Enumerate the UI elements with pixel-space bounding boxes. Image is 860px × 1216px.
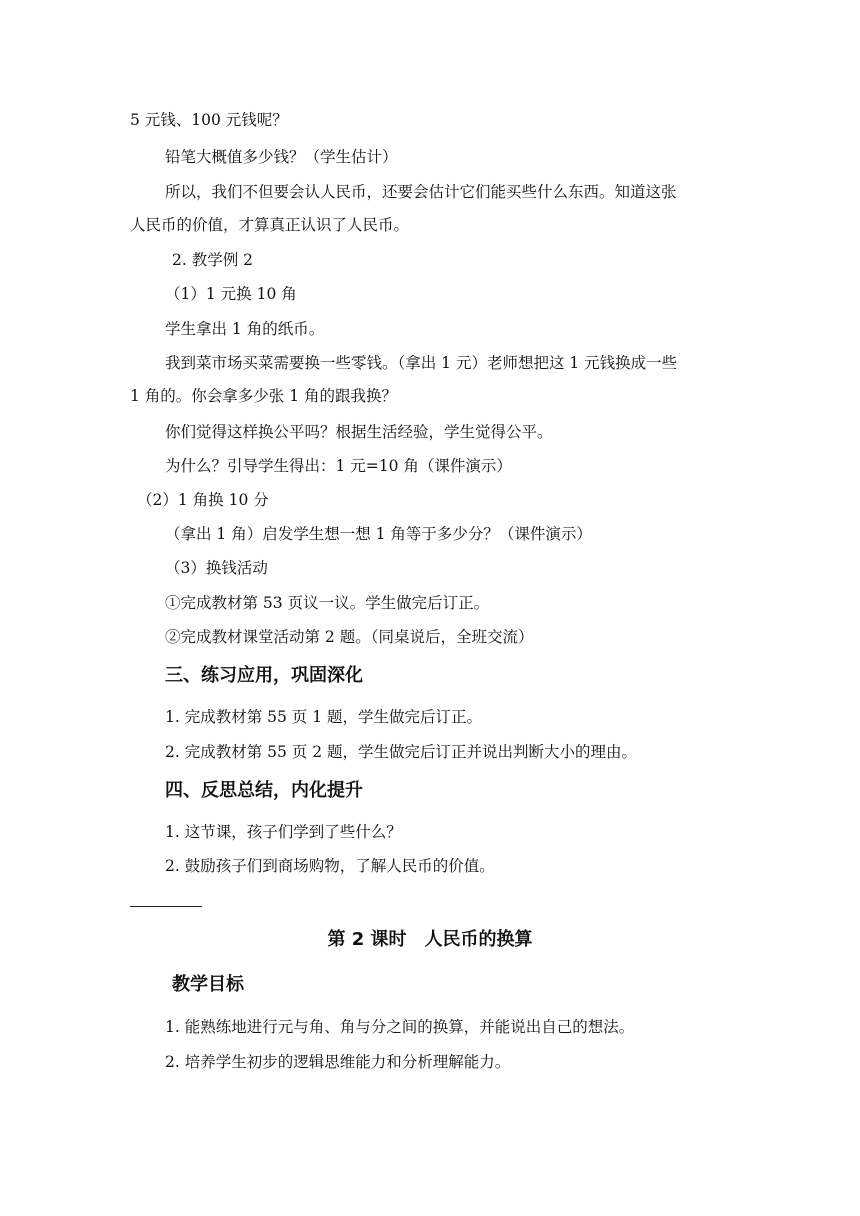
text-line: 你们觉得这样换公平吗？根据生活经验，学生觉得公平。 bbox=[165, 423, 553, 441]
text-line: 学生拿出 1 角的纸币。 bbox=[165, 320, 325, 338]
section-heading: 三、练习应用，巩固深化 bbox=[165, 665, 363, 686]
text-line: （3）换钱活动 bbox=[165, 559, 268, 577]
section-divider bbox=[130, 906, 202, 907]
text-line: （2）1 角换 10 分 bbox=[137, 491, 269, 509]
text-line: 2. 教学例 2 bbox=[172, 251, 254, 269]
text-line: 我到菜市场买菜需要换一些零钱。（拿出 1 元）老师想把这 1 元钱换成一些 bbox=[165, 354, 678, 372]
text-line: （1）1 元换 10 角 bbox=[165, 285, 297, 303]
text-line: 人民币的价值，才算真正认识了人民币。 bbox=[130, 216, 410, 234]
text-line: 2. 培养学生初步的逻辑思维能力和分析理解能力。 bbox=[165, 1053, 511, 1071]
objectives-heading: 教学目标 bbox=[172, 974, 244, 995]
text-line: 1. 能熟练地进行元与角、角与分之间的换算，并能说出自己的想法。 bbox=[165, 1018, 635, 1036]
text-line: 所以，我们不但要会认人民币，还要会估计它们能买些什么东西。知道这张 bbox=[165, 183, 677, 201]
text-line: 2. 鼓励孩子们到商场购物，了解人民币的价值。 bbox=[165, 857, 495, 875]
text-line: 1 角的。你会拿多少张 1 角的跟我换？ bbox=[130, 387, 398, 405]
text-line: 1. 完成教材第 55 页 1 题，学生做完后订正。 bbox=[165, 708, 483, 726]
text-line: 1. 这节课，孩子们学到了些什么？ bbox=[165, 823, 402, 841]
text-line: （拿出 1 角）启发学生想一想 1 角等于多少分？（课件演示） bbox=[165, 525, 592, 543]
text-line: 2. 完成教材第 55 页 2 题，学生做完后订正并说出判断大小的理由。 bbox=[165, 743, 638, 761]
text-line: ②完成教材课堂活动第 2 题。（同桌说后，全班交流） bbox=[165, 628, 534, 646]
section-heading: 四、反思总结，内化提升 bbox=[165, 780, 363, 801]
text-line: 为什么？引导学生得出：1 元=10 角（课件演示） bbox=[165, 457, 512, 475]
lesson-title: 第 2 课时 人民币的换算 bbox=[327, 929, 533, 950]
text-line: ①完成教材第 53 页议一议。学生做完后订正。 bbox=[165, 594, 490, 612]
text-line: 5 元钱、100 元钱呢？ bbox=[130, 111, 288, 129]
text-line: 铅笔大概值多少钱？（学生估计） bbox=[165, 148, 398, 166]
